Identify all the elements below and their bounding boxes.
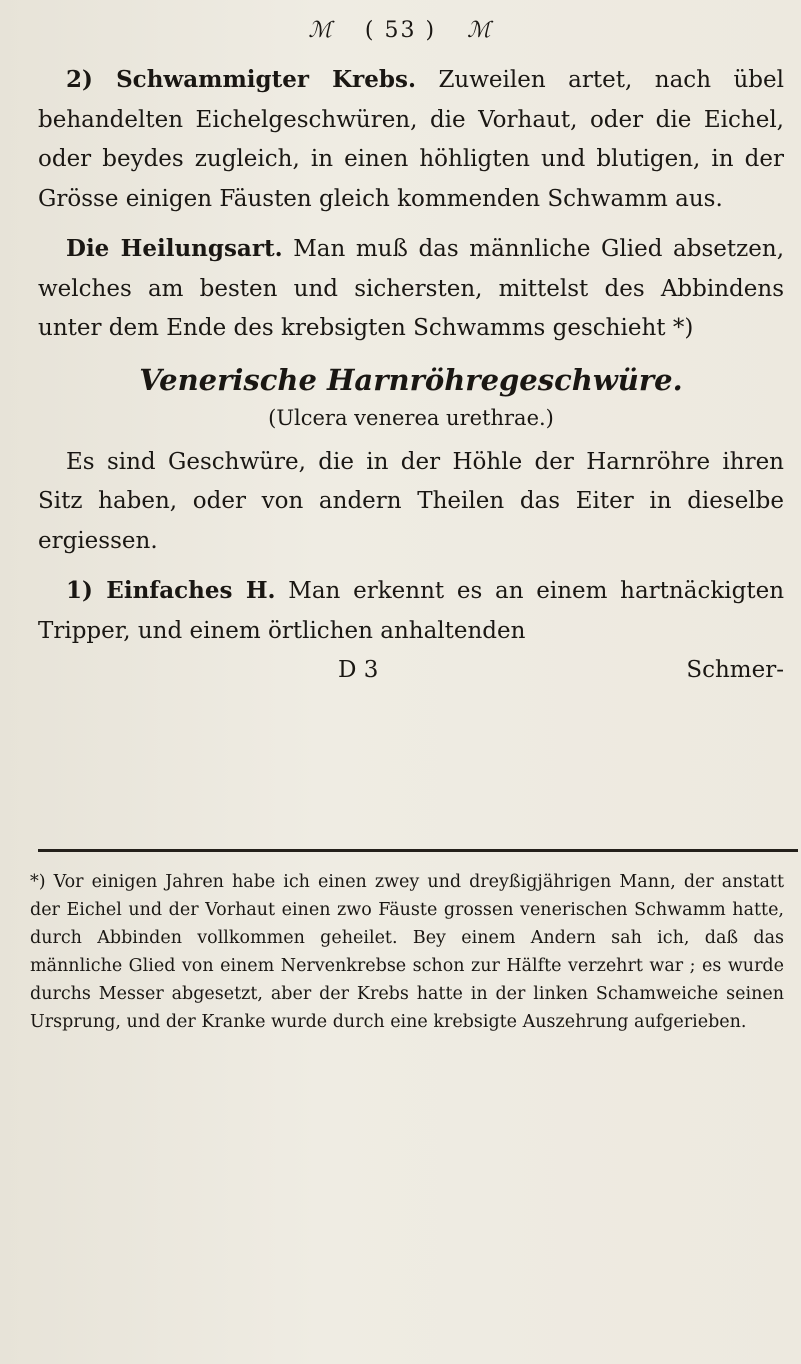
page-header [0,18,801,43]
paragraph-schwammigter-krebs [38,60,784,219]
section-subtitle: (Ulcera venerea urethrae.) [268,405,554,430]
paragraph-definition: Es sind Geschwüre, die in der Höhle der Harnröhre ihren Sitz haben, oder von andern Theilen das Eiter in dieselbe ergiessen. [38,448,784,554]
footnote-text: *) Vor einigen Jahren habe ich einen zwey und dreyßigjährigen Mann, der anstatt der Eichel und der Vorhaut einen zwo Fäuste grossen venerischen Schwamm hatte, durch Abbinden vollkommen geheilet. Bey einem Andern sah ich, daß das männliche Glied von einem Nervenkrebse schon zur Hälfte verzehrt war ; es wurde durchs Messer abgesetzt, aber der Krebs hatte in der linken Schamweiche seinen Ursprung, und der Kranke wurde durch eine krebsigte Auszehrung aufgerieben. [30,872,784,1032]
catchword: Schmer- [686,657,784,683]
text-heilungsart: Man muß das männliche Glied absetzen, welches am besten und sichersten, mittelst des Abbindens unter dem Ende des krebsigten Schwamms geschieht *) [38,236,785,341]
paragraph-heilungsart [38,229,784,349]
section-title: Venerische Harnröhregeschwüre. [139,362,683,397]
text-einfaches: Man erkennt es an einem hartnäckigten Tripper, und einem örtlichen anhaltenden [38,578,785,644]
ornament-right-icon: ℳ [467,18,493,43]
page-number: ( 53 ) [364,18,437,43]
footnote-divider [38,849,798,852]
paragraph-einfaches [38,571,784,651]
footnote [30,868,784,1036]
main-text [38,60,784,691]
signature-mark: D 3 [338,657,379,683]
page-footer-line [38,651,784,691]
text-schwammigter-krebs: Zuweilen artet, nach übel behandelten Eichelgeschwüren, die Vorhaut, oder die Eichel, oder beydes zugleich, in einen höhligten und blutigen, in der Grösse einigen Fäusten gleich kommenden Schwamm aus. [38,67,784,212]
heading-einfaches: 1) Einfaches H. [66,577,276,604]
heading-schwammigter-krebs: 2) Schwammigter Krebs. [66,66,416,93]
ornament-left-icon: ℳ [308,18,334,43]
heading-heilungsart: Die Heilungsart. [66,235,283,262]
